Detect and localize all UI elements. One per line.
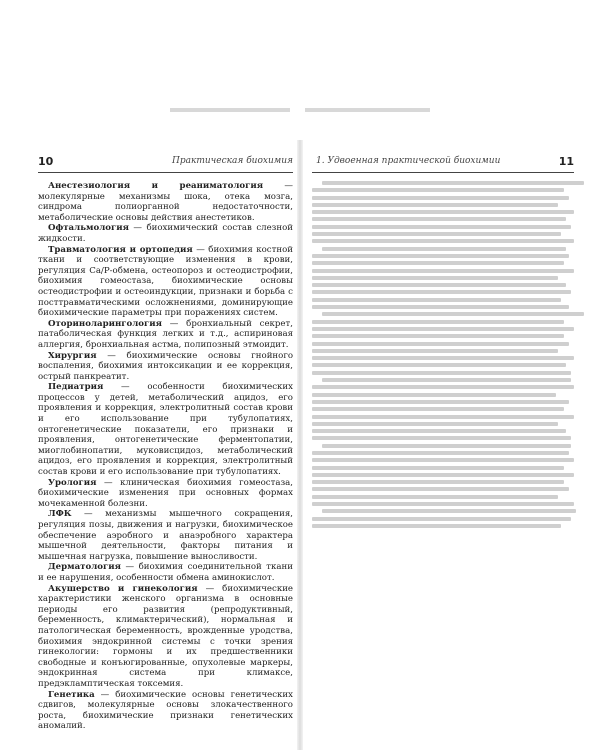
text-line-placeholder — [322, 312, 584, 316]
left-page — [38, 155, 294, 732]
section-term: Генетика — [48, 689, 95, 700]
section-term: ЛФК — [48, 509, 72, 520]
section-term: Оториноларингология — [48, 318, 163, 329]
text-line-placeholder — [312, 495, 558, 499]
text-line-placeholder — [312, 422, 558, 426]
text-line-placeholder — [312, 407, 564, 411]
text-line-placeholder — [322, 509, 576, 513]
text-line-placeholder — [312, 261, 564, 265]
text-line-placeholder — [312, 283, 566, 287]
section-paragraph — [38, 509, 293, 562]
text-line-placeholder — [322, 444, 571, 448]
text-line-placeholder — [312, 393, 556, 397]
section-term: Акушерство и гинекология — [48, 583, 198, 594]
section-paragraph — [38, 562, 293, 583]
section-text: — биохимия соединительной ткани и ее нарушения, особенности обмена аминокислот. — [38, 562, 293, 583]
text-line-placeholder — [312, 349, 558, 353]
text-line-placeholder — [312, 217, 566, 221]
text-line-placeholder — [312, 473, 574, 477]
section-paragraph — [38, 690, 293, 732]
text-line-placeholder — [312, 429, 566, 433]
running-head: 1. Удвоенная практической биохимии — [316, 156, 501, 166]
running-head: Практическая биохимия — [171, 156, 293, 166]
text-line-placeholder — [312, 305, 569, 309]
text-line-placeholder — [312, 436, 571, 440]
previous-page-edge — [0, 100, 600, 140]
section-term: Травматология и ортопедия — [48, 244, 193, 255]
section-term: Педиатрия — [48, 382, 104, 393]
page-fold — [297, 140, 303, 750]
text-line-placeholder — [312, 334, 564, 338]
text-line-placeholder — [312, 254, 569, 258]
text-line-placeholder — [312, 188, 564, 192]
left-page-header — [38, 155, 293, 173]
section-text: — биохимический состав слезной жидкости. — [38, 223, 293, 244]
text-line-placeholder — [312, 451, 569, 455]
text-line-placeholder — [312, 356, 574, 360]
page-number: 10 — [38, 155, 54, 168]
text-line-placeholder — [312, 415, 574, 419]
section-paragraph — [38, 181, 293, 223]
text-line-placeholder — [312, 327, 574, 331]
section-term: Анестезиология и реаниматология — [48, 181, 264, 191]
right-page-header — [312, 155, 574, 173]
section-paragraph — [38, 382, 293, 477]
section-paragraph — [38, 478, 293, 510]
text-line-placeholder — [312, 458, 574, 462]
section-text: — бронхиальный секрет, патаболическая функция легких и т.д., аспириновая аллергия, бронхиальная астма, полипозный этмоидит. — [38, 318, 293, 350]
text-line-placeholder — [312, 225, 571, 229]
text-line-placeholder — [312, 487, 569, 491]
section-term: Дерматология — [48, 562, 121, 573]
text-line-placeholder — [312, 203, 558, 207]
section-text: — биохимия костной ткани и соответствующие изменения в крови, регуляция Са/Р-обмена, остеопороз и остеодистрофии, биохимия гомеостаза, биохимические основы остеодистрофии и остеоиндукции, признаки и борьба с посттравматическими осложнениями, доминирующие биохимические параметры при поражениях систем. — [38, 244, 293, 319]
section-text: — биохимические основы гнойного воспаления, биохимия интоксикации и ее коррекция, острый панкреатит. — [38, 350, 293, 382]
section-text: — особенности биохимических процессов у детей, метаболический ацидоз, его проявления и коррекция, электролитный состав крови и его использование при тубулопатиях, онтогенетические показатели, его признаки и проявления, онтогенетические ферментопатии, миоглобинопатии, муковисцидоз, метаболический ацидоз, его проявления и коррекция, электролитный состав крови и его использование при тубулопатиях. — [38, 382, 293, 478]
text-line-placeholder — [322, 247, 566, 251]
text-line-placeholder — [322, 378, 571, 382]
right-page — [312, 155, 574, 715]
text-line-placeholder — [312, 342, 569, 346]
text-line-placeholder — [312, 363, 566, 367]
text-line-placeholder — [312, 385, 574, 389]
text-line-placeholder — [312, 232, 561, 236]
section-term: Офтальмология — [48, 223, 129, 234]
text-line-placeholder — [312, 290, 571, 294]
section-text: — механизмы мышечного сокращения, регуляция позы, движения и нагрузки, биохимическое обеспечение аэробного и анаэробного характера мышечной деятельности, факторы питания и мышечная нагрузка, повышение выносливости. — [38, 509, 293, 562]
text-line-placeholder — [312, 480, 564, 484]
right-page-body — [312, 181, 574, 528]
section-text: — биохимические характеристики женского организма в основные периоды его развития (репродуктивный, беременность, климактерический), нормальная и патологическая беременность, врожденные уродства, биохимия эндокринной системы с точки зрения гинекологии: гормоны и их предшественники свободные и конъюгированные, опухолевые маркеры, эндокринная система при климаксе, предэкламптическая токсемия. — [38, 583, 294, 689]
text-line-placeholder — [312, 239, 574, 243]
text-line-placeholder — [312, 210, 574, 214]
page-number: 11 — [558, 155, 574, 168]
text-line-placeholder — [312, 524, 561, 528]
section-text: — биохимические основы генетических сдвигов, молекулярные основы злокачественного роста, биохимические признаки генетических аномалий. — [38, 689, 293, 732]
left-page-body — [38, 181, 293, 732]
section-paragraph — [38, 319, 293, 351]
text-line-placeholder — [312, 517, 571, 521]
section-text: — клиническая биохимия гомеостаза, биохимические изменения при основных формах мочекаменной болезни. — [38, 477, 293, 509]
section-paragraph — [38, 223, 293, 244]
section-term: Урология — [48, 477, 97, 488]
section-paragraph — [38, 351, 293, 383]
text-line-placeholder — [312, 502, 574, 506]
section-paragraph — [38, 245, 293, 319]
section-text: — молекулярные механизмы шока, отека мозга, синдрома полиорганной недостаточности, метаболические основы действия анестетиков. — [38, 181, 294, 223]
section-paragraph — [38, 584, 293, 690]
text-line-placeholder — [312, 196, 569, 200]
text-line-placeholder — [312, 298, 561, 302]
text-line-placeholder — [312, 320, 564, 324]
section-term: Хирургия — [48, 350, 97, 361]
text-line-placeholder — [312, 466, 564, 470]
text-line-placeholder — [312, 269, 574, 273]
text-line-placeholder — [322, 181, 584, 185]
text-line-placeholder — [312, 276, 558, 280]
text-line-placeholder — [312, 371, 571, 375]
text-line-placeholder — [312, 400, 569, 404]
